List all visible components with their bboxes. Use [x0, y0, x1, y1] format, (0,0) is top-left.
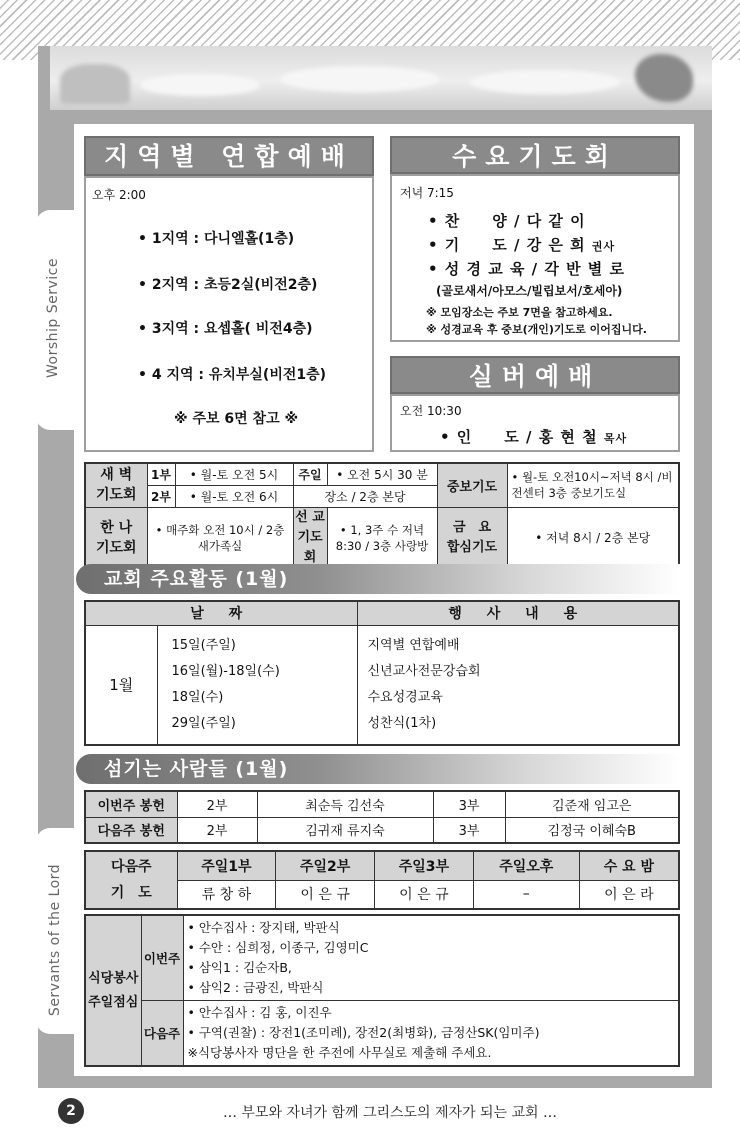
dining-note: ※식당봉사자 명단을 한 주전에 사무실로 제출해 주세요. — [187, 1045, 492, 1060]
dawn-label: 새 벽 기도회 — [85, 463, 147, 507]
next-prayer-header: 주일1부 — [177, 851, 276, 880]
offering-part: 3부 — [433, 791, 505, 817]
next-prayer-header: 주일2부 — [276, 851, 375, 880]
dining-this-week-list — [183, 915, 679, 1001]
dining-line: • 삼익1 : 김순자B, — [187, 960, 292, 975]
footer — [0, 1094, 740, 1130]
wednesday-line-bible: • 성 경 교 육 / 각 반 별 로 — [428, 260, 625, 278]
activities-table — [84, 600, 680, 746]
offering-names: 김준재 임고은 — [505, 791, 679, 817]
regional-item-3: • 3지역 : 요셉홀( 비전4층) — [138, 321, 313, 337]
servers-title: 섬기는 사람들 (1월) — [76, 754, 680, 784]
activities-dates — [157, 625, 357, 745]
activities-title: 교회 주요활동 (1월) — [76, 564, 680, 594]
next-prayer-name: 이 은 규 — [375, 880, 474, 909]
activity-event: 신년교사전문강습회 — [367, 663, 481, 679]
mission-label: 선 교 기도회 — [293, 507, 327, 569]
activities-header-event: 행 사 내 용 — [357, 601, 679, 625]
activity-date: 16일(월)-18일(수) — [171, 663, 280, 679]
dining-next-week-list — [183, 1001, 679, 1067]
globe-icon — [635, 54, 693, 102]
dawn-part2: 2부 — [147, 485, 175, 507]
activities-events — [357, 625, 679, 745]
friday-text: • 저녁 8시 / 2층 본당 — [507, 507, 679, 569]
prayer-table — [84, 462, 680, 570]
activity-event: 수요성경교육 — [367, 689, 443, 705]
activity-date: 18일(수) — [171, 689, 224, 705]
wednesday-box — [390, 174, 680, 342]
dining-this-week-label: 이번주 — [141, 915, 183, 1001]
dawn-part2-time: • 월-토 오전 6시 — [175, 485, 293, 507]
next-prayer-header: 주일3부 — [375, 851, 474, 880]
regional-title: 지역별 연합예배 — [84, 136, 374, 176]
silver-time: 오전 10:30 — [400, 404, 462, 418]
dining-line: • 안수집사 : 장지태, 박판식 — [187, 920, 340, 935]
activity-date: 29일(주일) — [171, 715, 236, 731]
wednesday-line-prayer: • 기 도 / 강 은 희 권사 — [428, 236, 616, 254]
regional-time: 오후 2:00 — [92, 188, 146, 202]
mission-text: • 1, 3주 수 저녁 8:30 / 3층 사랑방 — [327, 507, 437, 569]
hannah-text: • 매주화 오전 10시 / 2층 새가족실 — [147, 507, 293, 569]
next-prayer-name: – — [473, 880, 579, 909]
silver-box — [390, 394, 680, 452]
dining-line: • 삼익2 : 금광진, 박판식 — [187, 980, 324, 995]
next-prayer-table — [84, 850, 680, 910]
regional-box — [84, 176, 374, 452]
header-banner-image — [50, 46, 712, 110]
regional-item-1: • 1지역 : 다니엘홀(1층) — [138, 231, 295, 247]
next-prayer-name: 이 은 라 — [579, 880, 679, 909]
offering-names: 김귀재 류지숙 — [257, 817, 433, 843]
wednesday-note-1: ※ 모임장소는 주보 7면을 참고하세요. — [426, 306, 613, 319]
wednesday-time: 저녁 7:15 — [400, 186, 454, 200]
offering-part: 2부 — [177, 817, 257, 843]
regional-item-4: • 4 지역 : 유치부실(비전1층) — [138, 367, 327, 383]
next-prayer-label: 다음주 기 도 — [85, 851, 177, 909]
offering-part: 2부 — [177, 791, 257, 817]
intercession-text: • 월-토 오전10시~저녁 8시 /비전센터 3층 중보기도실 — [507, 463, 679, 507]
dining-label: 식당봉사 주일점심 — [85, 915, 141, 1066]
regional-note: ※ 주보 6면 참고 ※ — [174, 411, 299, 427]
activity-event: 지역별 연합예배 — [367, 637, 460, 653]
offering-part: 3부 — [433, 817, 505, 843]
side-label-worship: Worship Service — [45, 258, 61, 378]
next-prayer-header: 주일오후 — [473, 851, 579, 880]
dawn-place: 장소 / 2층 본당 — [293, 485, 437, 507]
offering-next-week-label: 다음주 봉헌 — [85, 817, 177, 843]
dining-line: • 구역(권찰) : 장전1(조미례), 장전2(최병화), 금정산SK(임미주) — [187, 1025, 540, 1040]
footer-motto: … 부모와 자녀가 함께 그리스도의 제자가 되는 교회 … — [222, 1105, 558, 1121]
silver-title: 실버예배 — [390, 356, 680, 394]
dawn-sunday: 주일 — [293, 463, 327, 485]
offering-names: 김정국 이혜숙B — [505, 817, 679, 843]
next-prayer-name: 이 은 규 — [276, 880, 375, 909]
wednesday-note-2: ※ 성경교육 후 중보(개인)기도로 이어집니다. — [426, 323, 647, 336]
next-prayer-name: 류 창 하 — [177, 880, 276, 909]
activities-month: 1월 — [85, 625, 157, 745]
friday-label: 금 요 합심기도 — [437, 507, 507, 569]
hannah-label: 한 나 기도회 — [85, 507, 147, 569]
wednesday-title: 수요기도회 — [390, 136, 680, 174]
offering-names: 최순득 김선숙 — [257, 791, 433, 817]
dining-table — [84, 914, 680, 1067]
dawn-part1: 1부 — [147, 463, 175, 485]
dawn-part1-time: • 월-토 오전 5시 — [175, 463, 293, 485]
dining-line: • 수안 : 심희정, 이종구, 김영미C — [187, 940, 369, 955]
dining-line: • 안수집사 : 김 홍, 이진우 — [187, 1005, 332, 1020]
wednesday-line-praise: • 찬 양 / 다 같 이 — [428, 212, 586, 230]
page-number: 2 — [58, 1098, 84, 1124]
dining-next-week-label: 다음주 — [141, 1001, 183, 1067]
activity-date: 15일(주일) — [171, 637, 236, 653]
offering-this-week-label: 이번주 봉헌 — [85, 791, 177, 817]
dawn-sunday-time: • 오전 5시 30 분 — [327, 463, 437, 485]
activities-header-date: 날 짜 — [85, 601, 357, 625]
offering-table — [84, 790, 680, 844]
silver-line: • 인 도 / 홍 현 철 목사 — [440, 428, 628, 446]
regional-item-2: • 2지역 : 초등2실(비전2층) — [138, 277, 318, 293]
building-silhouette — [60, 64, 130, 104]
next-prayer-header: 수 요 밤 — [579, 851, 679, 880]
wednesday-sub: (골로새서/아모스/빌립보서/호세아) — [436, 284, 623, 298]
intercession-label: 중보기도 — [437, 463, 507, 507]
side-label-servants: Servants of the Lord — [47, 863, 63, 1017]
activity-event: 성찬식(1차) — [367, 715, 437, 731]
